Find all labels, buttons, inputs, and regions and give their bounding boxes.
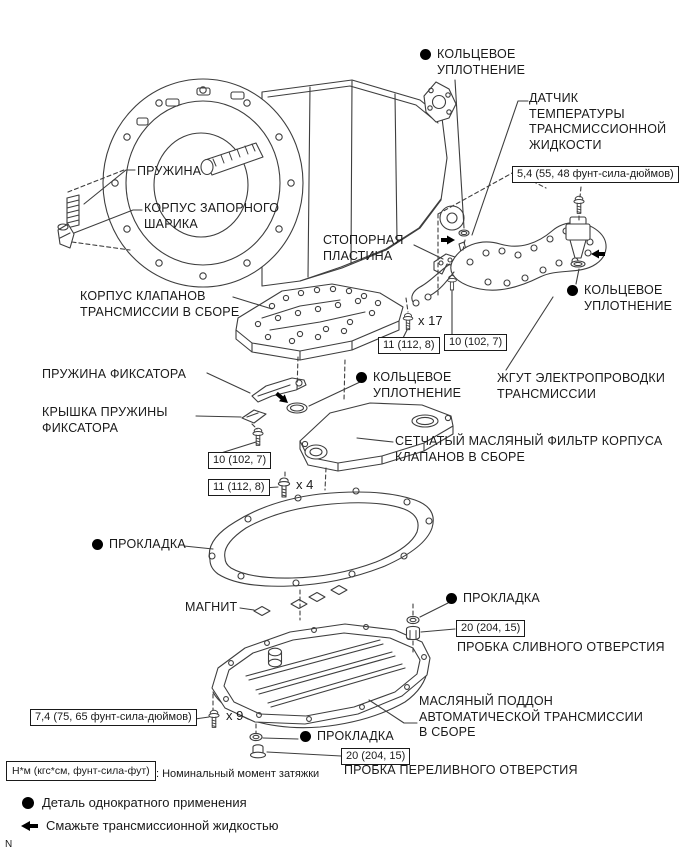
temp-sensor-o-ring: [571, 261, 585, 267]
o-ring-mid: [287, 403, 307, 413]
label-stopper-plate: СТОПОРНАЯ ПЛАСТИНА: [323, 233, 404, 263]
torque-temp-sensor: 5,4 (55, 48 фунт-сила-дюймов): [512, 166, 679, 183]
gasket-ring: [209, 488, 433, 586]
label-detent-spring: ПРУЖИНА ФИКСАТОРА: [42, 367, 187, 381]
count-valve-body-bolts: x 17: [418, 313, 443, 328]
count-pan-bolts: x 9: [226, 708, 244, 723]
single-use-dot: [300, 731, 311, 742]
oil-pan: [212, 624, 430, 728]
label-magnet: МАГНИТ: [185, 600, 238, 614]
torque-cover-bolt: 10 (102, 7): [208, 452, 271, 469]
single-use-dot: [446, 593, 457, 604]
legend-torque-unit-box: Н*м (кгс*см, фунт-сила-фут): [6, 761, 156, 781]
label-drain-plug: ПРОБКА СЛИВНОГО ОТВЕРСТИЯ: [457, 640, 665, 654]
o-ring-top: [459, 230, 469, 236]
label-temp-sensor: ДАТЧИК ТЕМПЕРАТУРЫ ТРАНСМИССИОННОЙ ЖИДКОСТИ: [529, 91, 667, 152]
legend-single-use: Деталь однократного применения: [22, 795, 247, 810]
transmission-housing: [103, 79, 464, 287]
label-gasket: ПРОКЛАДКА: [92, 537, 186, 553]
overflow-plug-gasket: [250, 733, 262, 740]
label-oring-right: КОЛЬЦЕВОЕ УПЛОТНЕНИЕ: [567, 283, 672, 314]
label-gasket-drain: ПРОКЛАДКА: [446, 591, 540, 607]
valve-body-bolt: [403, 313, 413, 329]
label-harness: ЖГУТ ЭЛЕКТРОПРОВОДКИ ТРАНСМИССИИ: [497, 371, 666, 401]
single-use-dot: [22, 797, 34, 809]
spring-coil: [67, 195, 79, 228]
single-use-dot: [356, 372, 367, 383]
label-gasket-overflow: ПРОКЛАДКА: [300, 729, 394, 745]
torque-drain-plug: 20 (204, 15): [456, 620, 525, 637]
page-letter: N: [5, 839, 13, 850]
drain-plug-gasket: [407, 616, 419, 623]
lubricate-arrow-icon: [20, 820, 39, 832]
check-ball-housing: [58, 224, 74, 248]
label-oring-mid: КОЛЬЦЕВОЕ УПЛОТНЕНИЕ: [356, 370, 461, 401]
label-ball-housing: КОРПУС ЗАПОРНОГО ШАРИКА: [144, 201, 280, 231]
label-strainer: СЕТЧАТЫЙ МАСЛЯНЫЙ ФИЛЬТР КОРПУСА КЛАПАНОВ В СБОРЕ: [395, 434, 663, 464]
count-strainer-bolts: x 4: [296, 477, 314, 492]
legend-lubricate: Смажьте трансмиссионной жидкостью: [20, 818, 279, 833]
single-use-dot: [92, 539, 103, 550]
strainer-bolt: [278, 478, 289, 497]
label-oil-pan: МАСЛЯНЫЙ ПОДДОН АВТОМАТИЧЕСКОЙ ТРАНСМИССИИ В СБОРЕ: [419, 694, 644, 739]
single-use-dot: [567, 285, 578, 296]
label-oring-top: КОЛЬЦЕВОЕ УПЛОТНЕНИЕ: [420, 47, 525, 78]
label-overflow-plug: ПРОБКА ПЕРЕЛИВНОГО ОТВЕРСТИЯ: [344, 763, 578, 777]
torque-overflow-plug: 20 (204, 15): [341, 748, 410, 765]
legend-torque-note: : Номинальный момент затяжки: [156, 768, 320, 780]
overflow-plug: [251, 745, 266, 758]
drain-plug: [407, 626, 420, 639]
torque-valve-body-bolt: 11 (112, 8): [378, 337, 440, 354]
torque-stopper-screw: 10 (102, 7): [444, 334, 507, 351]
torque-pan-bolt: 7,4 (75, 65 фунт-сила-дюймов): [30, 709, 197, 726]
label-detent-cover: КРЫШКА ПРУЖИНЫ ФИКСАТОРА: [42, 405, 168, 435]
pan-bolt: [209, 710, 219, 727]
detent-spring-cover: [242, 410, 266, 423]
torque-strainer-bolt: 11 (112, 8): [208, 479, 270, 496]
label-spring: ПРУЖИНА: [137, 164, 202, 178]
label-valve-body: КОРПУС КЛАПАНОВ ТРАНСМИССИИ В СБОРЕ: [80, 289, 240, 319]
single-use-dot: [420, 49, 431, 60]
detent-spring: [252, 378, 306, 402]
temp-sensor-bolt: [574, 196, 584, 213]
